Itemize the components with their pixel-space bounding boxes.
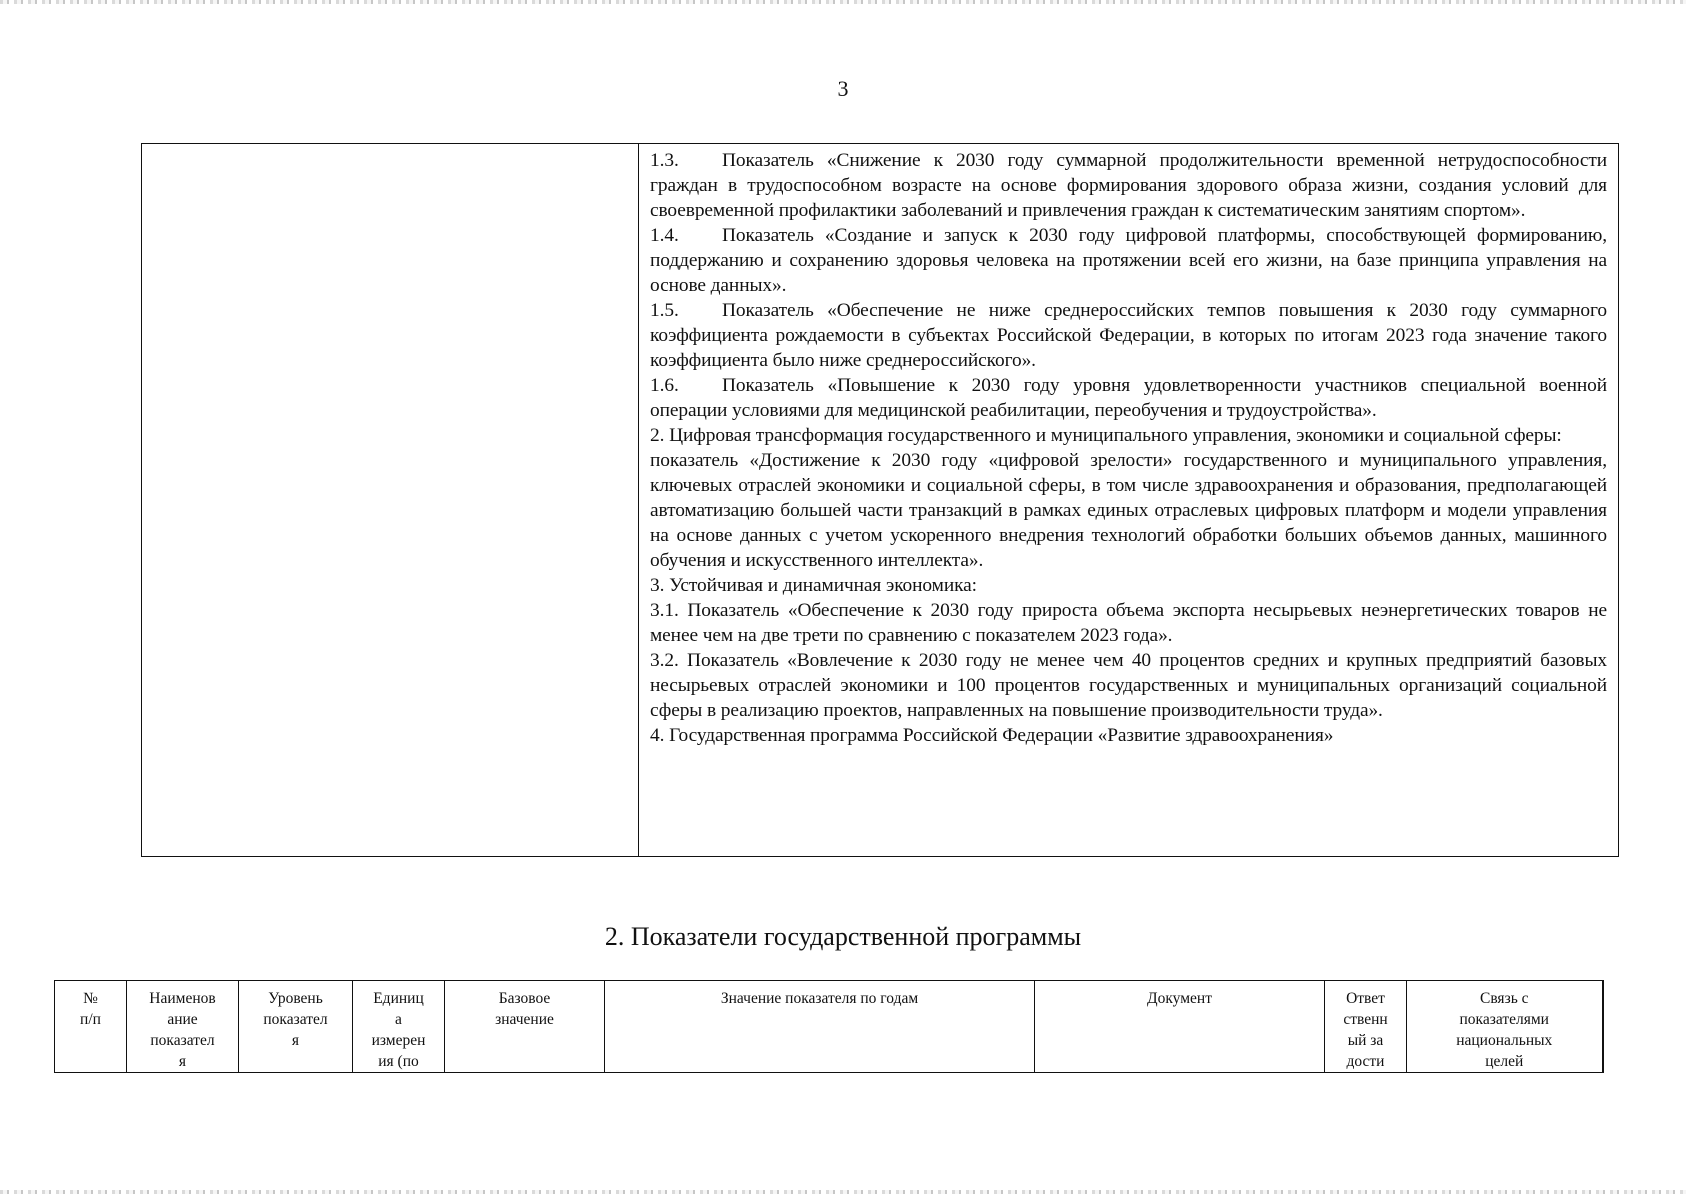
indicators-list-cell bbox=[638, 144, 1618, 856]
paragraph-4: 4. Государственная программа Российской Федерации «Развитие здравоохранения» bbox=[650, 725, 1334, 746]
header-responsible: Ответ ственн ый за дости bbox=[1325, 981, 1407, 1073]
header-document: Документ bbox=[1035, 981, 1325, 1073]
header-base-value: Базовое значение bbox=[445, 981, 605, 1073]
page-number: 3 bbox=[837, 76, 849, 101]
header-indicator-level: Уровень показател я bbox=[239, 981, 353, 1073]
header-values-by-year: Значение показателя по годам bbox=[605, 981, 1035, 1073]
header-number: № п/п bbox=[55, 981, 127, 1073]
empty-left-cell bbox=[142, 144, 638, 856]
paragraph-1-3: 1.3. Показатель «Снижение к 2030 году суммарной продолжительности временной нетрудоспособности граждан в трудоспособном возрасте на основе формирования здорового образа жизни, создания условий для своевременной профилактики заболеваний и привлечения граждан к систематическим занятиям спортом». bbox=[650, 150, 1607, 221]
paragraph-2-indicator: показатель «Достижение к 2030 году «цифровой зрелости» государственного и муниципального управления, ключевых отраслей экономики и социальной сферы, в том числе здравоохранения и образования, предполагающей автоматизацию большей части транзакций в рамках единых отраслевых цифровых платформ и модели управления на основе данных с учетом ускоренного внедрения технологий обработки больших объемов данных, машинного обучения и искусственного интеллекта». bbox=[650, 450, 1607, 571]
section-title: 2. Показатели государственной программы bbox=[604, 922, 1082, 951]
paragraph-3-1: 3.1. Показатель «Обеспечение к 2030 году прироста объема экспорта несырьевых неэнергетических товаров не менее чем на две трети по сравнению с показателем 2023 года». bbox=[650, 600, 1607, 646]
header-national-goals-link: Связь с показателями национальных целей bbox=[1407, 981, 1603, 1073]
header-unit: Единиц а измерен ия (по bbox=[353, 981, 445, 1073]
paragraph-1-6: 1.6. Показатель «Повышение к 2030 году уровня удовлетворенности участников специальной военной операции условиями для медицинской реабилитации, переобучения и трудоустройства». bbox=[650, 375, 1607, 421]
paragraph-3-heading: 3. Устойчивая и динамичная экономика: bbox=[650, 575, 977, 596]
paragraph-1-5: 1.5. Показатель «Обеспечение не ниже среднероссийских темпов повышения к 2030 году суммарного коэффициента рождаемости в субъектах Российской Федерации, в которых по итогам 2023 года значение такого коэффициента было ниже среднероссийского». bbox=[650, 300, 1607, 371]
header-indicator-name: Наименов ание показател я bbox=[127, 981, 239, 1073]
paragraph-3-2: 3.2. Показатель «Вовлечение к 2030 году не менее чем 40 процентов средних и крупных предприятий базовых несырьевых отраслей экономики и 100 процентов государственных и муниципальных организаций социальной сферы в реализацию проектов, направленных на повышение производительности труда». bbox=[650, 650, 1607, 721]
scan-edge-top bbox=[0, 0, 1686, 4]
indicator-table bbox=[54, 980, 1604, 1073]
indicator-table-header-row bbox=[55, 981, 1603, 1073]
paragraph-1-4: 1.4. Показатель «Создание и запуск к 2030 году цифровой платформы, способствующей формированию, поддержанию и сохранению здоровья человека на протяжении всей его жизни, на базе принципа управления на основе данных». bbox=[650, 225, 1607, 296]
paragraph-2-heading: 2. Цифровая трансформация государственного и муниципального управления, экономики и социальной сферы: bbox=[650, 425, 1562, 446]
scan-edge-bottom bbox=[0, 1190, 1686, 1194]
continuation-table bbox=[141, 143, 1619, 857]
